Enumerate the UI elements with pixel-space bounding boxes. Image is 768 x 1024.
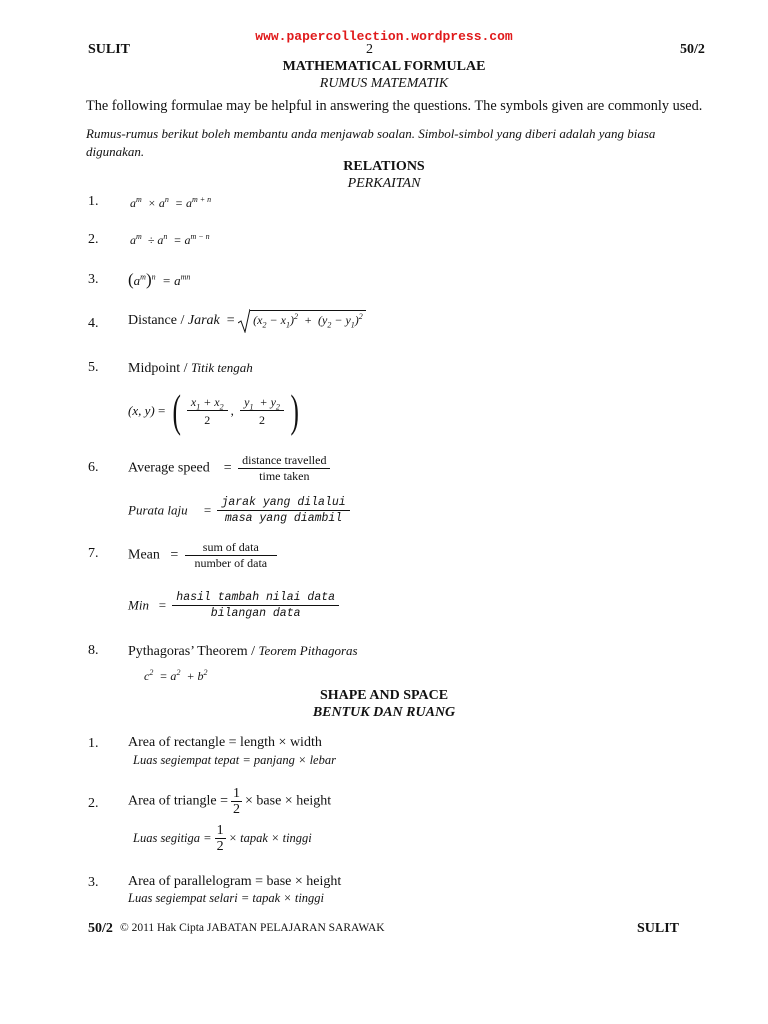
distance-travelled: distance travelled	[238, 453, 330, 469]
min-formula: Min = $\frac{\text{hasil tambah nilai data}}{\text{bilangan data}}$	[128, 590, 342, 621]
watermark-url[interactable]: www.papercollection.wordpress.com	[255, 29, 513, 44]
formula-number: 5.	[88, 360, 99, 375]
page-title-my: RUMUS MATEMATIK	[319, 76, 449, 91]
formula-number: 3.	[88, 875, 99, 890]
rectangle-area-en: Area of rectangle = length × width	[128, 735, 322, 750]
footer-copyright: © 2011 Hak Cipta JABATAN PELAJARAN SARAWAK	[120, 922, 385, 934]
formula-exponent-power: $(a^m)^n = a^{mn}$	[128, 270, 191, 289]
formula-exponent-product: $a^m \times a^n = a^{m + n}$	[130, 195, 212, 210]
purata-laju-formula: Purata laju = $\frac{\text{jarak yang dilalui}}{\text{masa yang diambil}}$	[128, 495, 353, 526]
formula-number: 1.	[88, 736, 99, 751]
relations-heading-my: PERKAITAN	[347, 176, 421, 191]
triangle-area-en: Area of triangle = $\frac{1}{2}$ × base × height	[128, 786, 332, 817]
shape-space-heading-my: BENTUK DAN RUANG	[312, 705, 456, 720]
intro-text-my-2: digunakan.	[86, 144, 145, 159]
formula-number: 6.	[88, 460, 99, 475]
formula-number: 3.	[88, 272, 99, 287]
formula-number: 1.	[88, 194, 99, 209]
radical-sign	[238, 309, 250, 333]
distance-formula	[128, 309, 366, 333]
footer-paper-code: 50/2	[88, 921, 113, 936]
formula-number: 7.	[88, 546, 99, 561]
average-speed-formula: Average speed = $\frac{\text{distance travelled}}{\text{time taken}}$	[128, 453, 333, 484]
distance-label-my: Jarak	[187, 313, 220, 329]
triangle-area-my: Luas segitiga = $\frac{1}{2}$ × tapak × tinggi	[133, 823, 312, 854]
distance-label: Distance /	[128, 313, 188, 329]
formula-exponent-quotient: $a^m \div a^n = a^{m - n}$	[130, 232, 210, 247]
footer-sulit: SULIT	[637, 921, 680, 936]
sqrt-expression: $(x_2 - x_1)^2 + (y_2 - y_1)^2$	[238, 309, 366, 333]
formula-number: 2.	[88, 232, 99, 247]
intro-text-my-1: Rumus-rumus berikut boleh membantu anda menjawab soalan. Simbol-simbol yang diberi adalah yang biasa	[86, 126, 656, 141]
mean-label: Mean	[128, 547, 160, 563]
average-speed-label: Average speed	[128, 460, 210, 476]
header-sulit: SULIT	[88, 42, 131, 57]
relations-heading: RELATIONS	[343, 159, 425, 174]
formula-number: 4.	[88, 316, 99, 331]
parallelogram-area-my: Luas segiempat selari = tapak × tinggi	[128, 891, 325, 905]
shape-space-heading: SHAPE AND SPACE	[319, 688, 449, 703]
midpoint-label: Midpoint / Titik tengah	[128, 360, 253, 376]
page-number: 2	[366, 42, 373, 57]
time-taken: time taken	[259, 469, 310, 483]
mean-formula: Mean = $\frac{\text{sum of data}}{\text{number of data}}$	[128, 540, 280, 571]
formula-number: 8.	[88, 643, 99, 658]
formula-number: 2.	[88, 796, 99, 811]
rectangle-area-my: Luas segiempat tepat = panjang × lebar	[133, 753, 336, 767]
parallelogram-area-en: Area of parallelogram = base × height	[128, 874, 342, 889]
intro-text-en: The following formulae may be helpful in answering the questions. The symbols given are commonly used.	[86, 98, 703, 114]
page-title: MATHEMATICAL FORMULAE	[282, 59, 486, 74]
equals-sign: =	[226, 313, 235, 329]
pythagoras-label: Pythagoras’ Theorem / Teorem Pithagoras	[128, 643, 358, 659]
header-paper-code: 50/2	[680, 42, 705, 57]
pythagoras-formula: $c^2 = a^2 + b^2$	[144, 668, 208, 683]
midpoint-formula: (x, y) = ( $\frac{x_1 + x_2}{2}$ , $\frac{y_1 + y_2}{2}$ )	[128, 385, 299, 436]
